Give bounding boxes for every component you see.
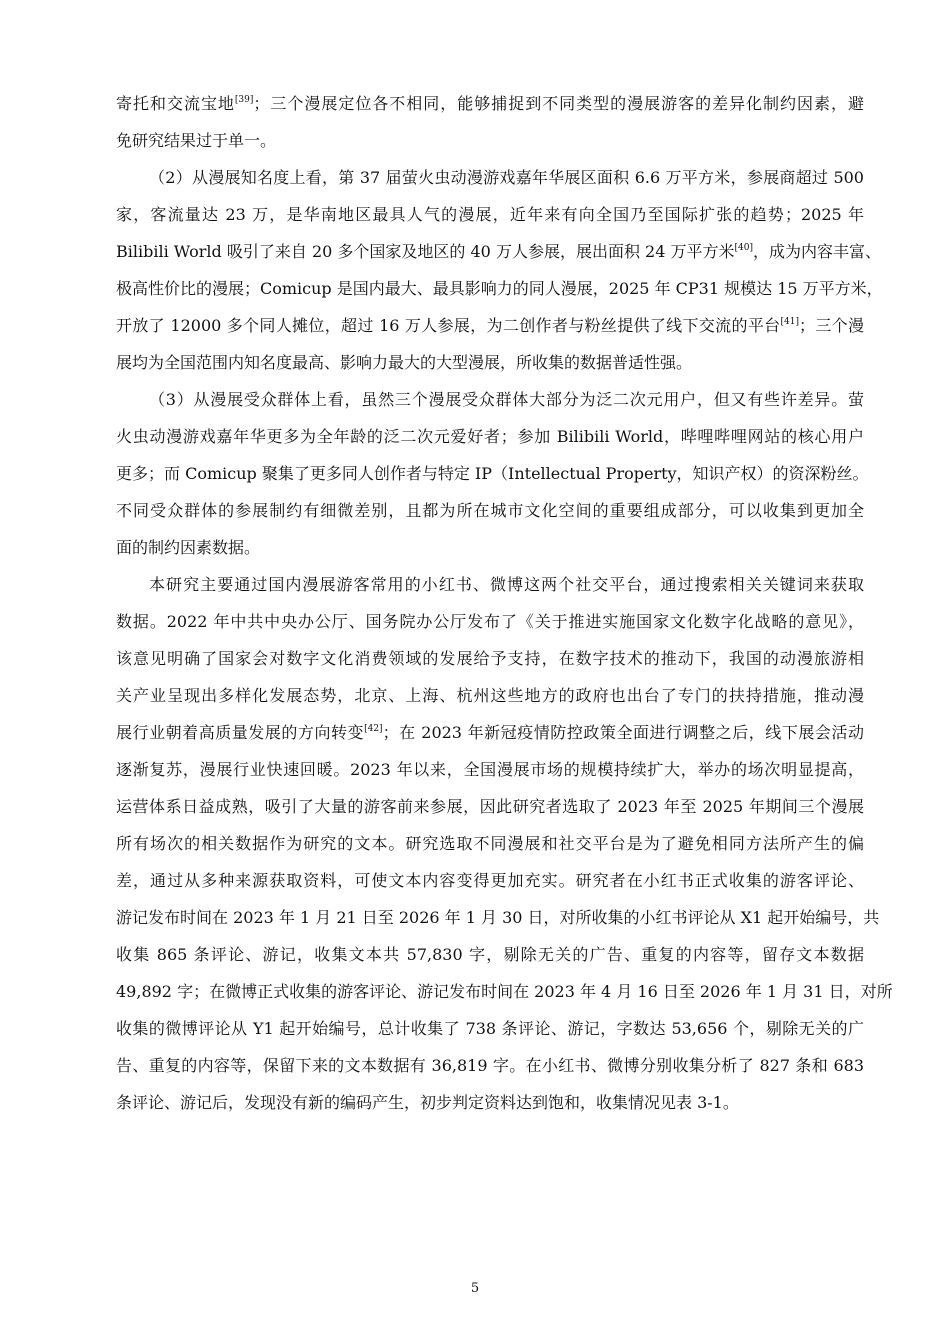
text-segment: ；在 2023 年新冠疫情防控政策全面进行调整之后，线下展会活动 [382,723,864,742]
text-line [116,793,864,830]
text-line [116,756,864,793]
citation-reference: [42] [364,724,383,734]
text-segment: 条评论、游记后，发现没有新的编码产生，初步判定资料达到饱和，收集情况见表 3-1。 [116,1093,739,1112]
text-line [116,978,893,1015]
text-line [116,1089,864,1126]
page-number: 5 [470,1281,480,1296]
text-segment: 极高性价比的漫展；Comicup 是国内最大、最具影响力的同人漫展，2025 年 CP31 规模达 15 万平方米， [116,279,883,298]
text-line [116,349,864,386]
text-line [116,867,864,904]
text-line [116,164,864,201]
text-segment: 更多；而 Comicup 聚集了更多同人创作者与特定 IP（Intellectual Property，知识产权）的资深粉丝。 [116,464,869,483]
text-line [116,608,864,645]
text-line [116,460,869,497]
text-segment: 展行业朝着高质量发展的方向转变 [116,723,365,742]
text-segment: 本研究主要通过国内漫展游客常用的小红书、微博这两个社交平台，通过搜索相关关键词来获取 [149,575,864,594]
text-line [116,719,864,756]
text-segment: 火虫动漫游戏嘉年华更多为全年龄的泛二次元爱好者；参加 Bilibili World，哔哩哔哩网站的核心用户 [116,427,864,446]
text-segment: 运营体系日益成熟，吸引了大量的游客前来参展，因此研究者选取了 2023 年至 2025 年期间三个漫展 [116,797,864,816]
text-segment: 数据。2022 年中共中央办公厅、国务院办公厅发布了《关于推进实施国家文化数字化战略的意见》， [116,612,864,631]
text-line [116,127,864,164]
citation-reference: [39] [234,95,254,105]
text-segment: 面的制约因素数据。 [116,538,261,557]
text-line [116,90,864,127]
text-segment: ；三个漫展定位各不相同，能够捕捉到不同类型的漫展游客的差异化制约因素，避 [253,94,864,113]
paragraph [116,386,869,571]
text-segment: 家，客流量达 23 万，是华南地区最具人气的漫展，近年来有向全国乃至国际扩张的趋势；2025 年 [116,205,864,224]
citation-reference: [40] [734,243,753,253]
text-segment: 所有场次的相关数据作为研究的文本。研究选取不同漫展和社交平台是为了避免相同方法所产生的偏 [116,834,864,853]
text-line [116,682,864,719]
text-line [116,238,881,275]
text-line [116,312,864,349]
text-line [116,423,864,460]
text-segment: 差，通过从多种来源获取资料，可使文本内容变得更加充实。研究者在小红书正式收集的游客评论、 [116,871,864,890]
document-body [116,90,893,1126]
text-line [116,645,864,682]
text-line [116,904,880,941]
paragraph [116,164,883,386]
text-line [116,386,864,423]
text-segment: 游记发布时间在 2023 年 1 月 21 日至 2026 年 1 月 30 日，对所收集的小红书评论从 X1 起开始编号，共 [116,908,880,927]
text-line [116,497,864,534]
text-segment: 展均为全国范围内知名度最高、影响力最大的大型漫展，所收集的数据普适性强。 [116,353,693,372]
text-segment: （3）从漫展受众群体上看，虽然三个漫展受众群体大部分为泛二次元用户，但又有些许差异。萤 [149,390,864,409]
text-segment: 收集 865 条评论、游记，收集文本共 57,830 字，剔除无关的广告、重复的内容等，留存文本数据 [116,945,864,964]
text-line [116,534,864,571]
text-segment: （2）从漫展知名度上看，第 37 届萤火虫动漫游戏嘉年华展区面积 6.6 万平方米，参展商超过 500 [149,168,864,187]
text-line [116,1052,864,1089]
text-line [116,275,883,312]
citation-reference: [41] [780,317,799,327]
text-segment: Bilibili World 吸引了来自 20 多个国家及地区的 40 万人参展，展出面积 24 万平方米 [116,242,735,261]
text-segment: 关产业呈现出多样化发展态势，北京、上海、杭州这些地方的政府也出台了专门的扶持措施，推动漫 [116,686,864,705]
text-segment: 收集的微博评论从 Y1 起开始编号，总计收集了 738 条评论、游记，字数达 53,656 个，剔除无关的广 [116,1019,864,1038]
text-segment: 开放了 12000 多个同人摊位，超过 16 万人参展，为二创作者与粉丝提供了线下交流的平台 [116,316,781,335]
text-segment: 免研究结果过于单一。 [116,131,277,150]
text-segment: ；三个漫 [799,316,864,335]
text-line [116,830,864,867]
text-line [116,571,864,608]
text-segment: 逐渐复苏，漫展行业快速回暖。2023 年以来，全国漫展市场的规模持续扩大，举办的场次明显提高， [116,760,864,779]
text-line [116,941,864,978]
text-segment: 告、重复的内容等，保留下来的文本数据有 36,819 字。在小红书、微博分别收集分析了 827 条和 683 [116,1056,864,1075]
text-segment: 不同受众群体的参展制约有细微差别，且都为所在城市文化空间的重要组成部分，可以收集到更加全 [116,501,864,520]
text-segment: 该意见明确了国家会对数字文化消费领域的发展给予支持，在数字技术的推动下，我国的动漫旅游相 [116,649,864,668]
paragraph [116,90,864,164]
paragraph [116,571,893,1126]
text-segment: 寄托和交流宝地 [116,94,235,113]
text-line [116,1015,864,1052]
text-line [116,201,864,238]
text-segment: 49,892 字；在微博正式收集的游客评论、游记发布时间在 2023 年 4 月 16 日至 2026 年 1 月 31 日，对所 [116,982,893,1001]
text-segment: ，成为内容丰富、 [752,242,881,261]
